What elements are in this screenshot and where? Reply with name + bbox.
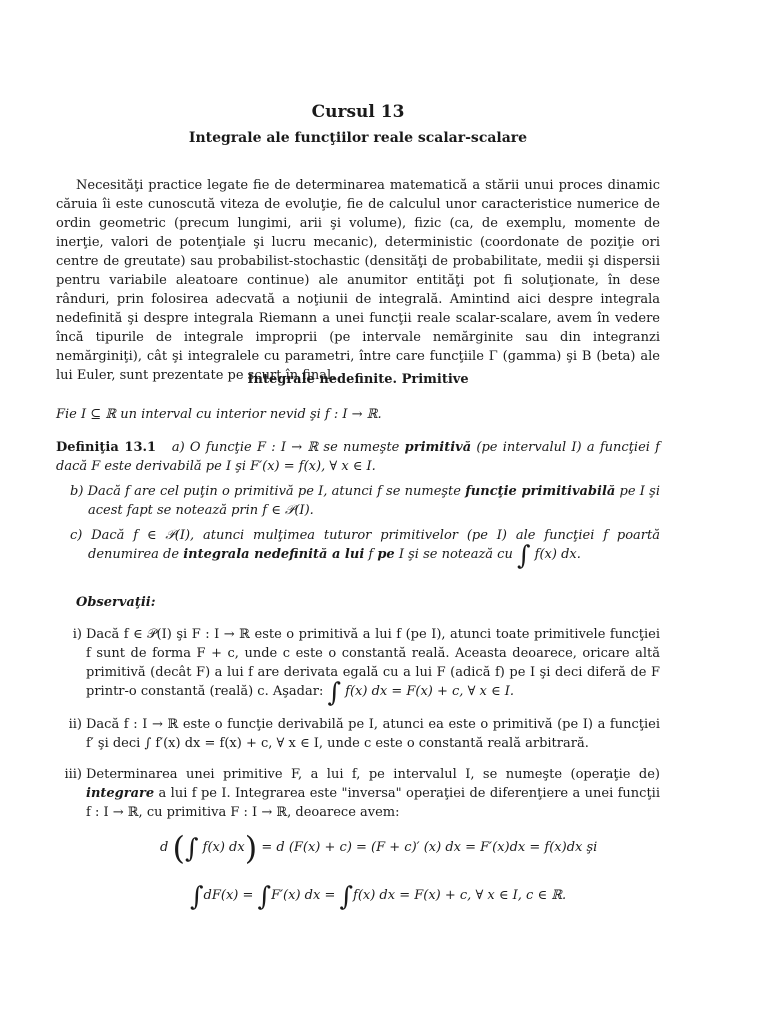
fie-line: Fie I ⊆ ℝ un interval cu interior nevid şi f : I → ℝ. (56, 407, 382, 422)
eq1-d: d (160, 840, 169, 855)
observation-formula: f(x) dx = F(x) + c, ∀ x ∈ I. (341, 684, 515, 699)
definition-c-text2: f (364, 547, 378, 562)
observation-text: Determinarea unei primitive F, a lui f, pe intervalul I, se numeşte (operaţie de) (86, 767, 660, 782)
definition-c-bold: integrala nedefinită a lui (183, 547, 365, 562)
eq2-part3: f(x) dx = F(x) + c, ∀ x ∈ I, c ∈ ℝ. (353, 888, 567, 903)
definition-a-bold: primitivă (404, 440, 472, 455)
definition-13-1 (56, 438, 660, 571)
equation-1 (160, 829, 660, 867)
equation-2 (190, 882, 660, 912)
definition-c-bold2: pe (377, 547, 395, 562)
definition-b-text1: b) Dacă f are cel puţin o primitivă pe I, atunci f se numeşte (70, 484, 466, 499)
section-title: Integrale nedefinite. Primitive (247, 372, 469, 387)
observation-item (56, 715, 660, 753)
eq1-inner: f(x) dx (198, 840, 245, 855)
observation-text: Dacă f : I → ℝ este o funcţie derivabilă pe I, atunci ea este o primitivă (pe I) a funcţiei f′ şi deci ∫ f′(x) dx = f(x) + c, ∀ x ∈ I, unde c este o constantă reală arbitrară. (86, 717, 660, 751)
definition-b-text2: pe I şi acest fapt se notează prin f ∈ 𝒫(I). (88, 484, 660, 518)
eq2-part1: dF(x) = (203, 888, 258, 903)
intro-text: Necesităţi practice legate fie de determinarea matematică a stării unui proces dinamic căruia îi este cunoscută viteza de evoluţie, fie de calculul unor caracteristice numerice de ordin geometric (precum lungimi, arii şi volume), fizic (ca, de exemplu, momente de inerţie, valori de potenţiale şi lucru mecanic), deterministic (coordonate de poziţie ori centre de greutate) sau probabilist-stochastic (densităţi de probabilitate, medii şi dispersii pentru variabile aleatoare continue) ale anumitor entităţi pot fi soluţionate, în dese rânduri, prin folosirea adecvată a noţiunii de integrală. Amintind aici despre integrala nedefinită şi despre integrala Riemann a unei funcţii reale scalar-scalare, avem în vedere încă tipurile de integrale improprii (pe intervale nemărginite sau din integranzi nemărginiţi), cât şi integralele cu parametri, între care funcţiile Γ (gamma) şi B (beta) ale lui Euler, sunt prezentate pe scurt în final. (56, 178, 660, 383)
definition-label: Definiţia 13.1 (56, 440, 157, 455)
integral-sign: ∫ (184, 834, 199, 864)
eq1-lparen: ( (172, 829, 185, 867)
observation-text: Dacă f ∈ 𝒫(I) şi F : I → ℝ este o primitivă a lui f (pe I), atunci toate primitivele funcţiei f sunt de forma F + c, unde c este o constantă reală. Aceasta deoarece, oricare altă primitivă (decât F) a lui f are derivata egală cu a lui F (adică f) pe I şi deci diferă de F printr-o constantă (reală) c. Aşadar: (86, 627, 660, 699)
observation-item (56, 625, 660, 708)
observation-item (56, 765, 660, 822)
integral-sign: ∫ (257, 882, 272, 912)
eq1-rest: = d (F(x) + c) = (F + c)′ (x) dx = F′(x)dx = f(x)dx şi (257, 840, 598, 855)
definition-part-a (56, 438, 660, 476)
observation-number: ii) (68, 717, 82, 732)
page-title: Cursul 13 (311, 102, 405, 122)
observation-text-2: a lui f pe I. Integrarea este "inversa" operaţiei de diferenţiere a unei funcţii f : I → ℝ, cu primitiva F : I → ℝ, deoarece avem: (86, 786, 660, 820)
observation-bold: integrare (86, 786, 155, 801)
page-subtitle: Integrale ale funcţiilor reale scalar-scalare (188, 130, 528, 146)
intro-paragraph (56, 176, 660, 385)
definition-part-c (56, 526, 660, 571)
integral-sign: ∫ (339, 882, 354, 912)
observations-list (56, 625, 660, 834)
definition-c-expr: f(x) dx. (530, 547, 581, 562)
observation-number: i) (72, 627, 82, 642)
definition-a-text2: (pe intervalul I) a funcţiei f dacă F este derivabilă pe I şi F′(x) = f(x), ∀ x ∈ I. (56, 440, 660, 474)
definition-c-text1: c) Dacă f ∈ 𝒫(I), atunci mulţimea tuturor primitivelor (pe I) ale funcţiei f poartă denumirea de (70, 528, 660, 562)
eq1-rparen: ) (244, 829, 258, 867)
eq2-part2: F′(x) dx = (271, 888, 340, 903)
definition-c-text3: I şi se notează cu (394, 547, 517, 562)
integral-sign: ∫ (516, 541, 531, 571)
integral-sign: ∫ (327, 678, 342, 708)
observations-title: Observaţii: (76, 595, 156, 610)
observation-number: iii) (64, 767, 82, 782)
definition-a-text1: a) O funcţie F : I → ℝ se numeşte (171, 440, 405, 455)
integral-sign: ∫ (190, 882, 204, 912)
definition-part-b (56, 482, 660, 520)
definition-b-bold: funcţie primitivabilă (465, 484, 616, 499)
